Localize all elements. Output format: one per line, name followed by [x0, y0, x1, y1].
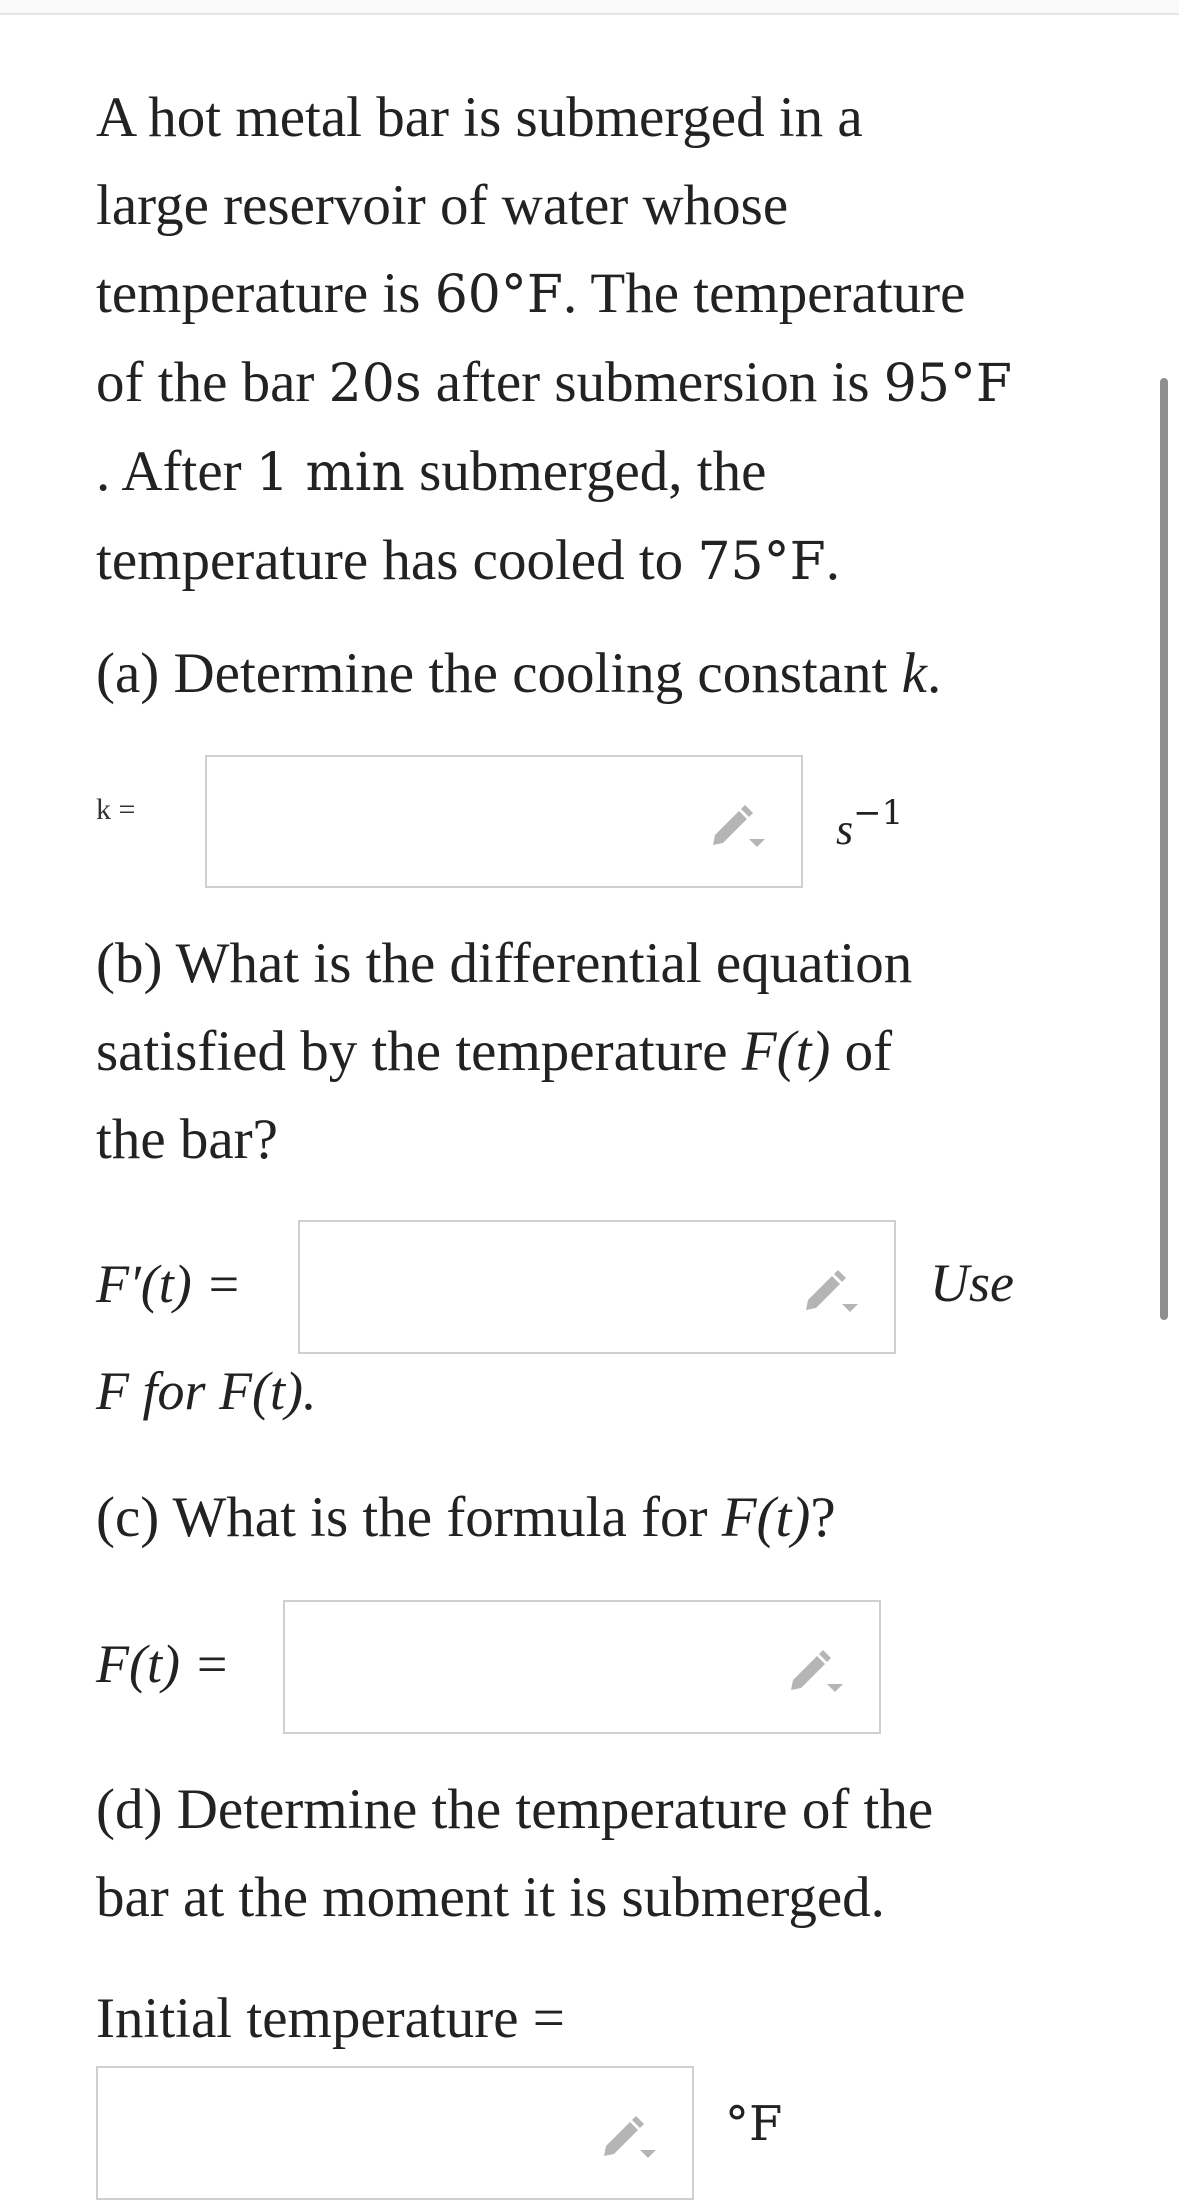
part-c-question: (c) What is the formula for F(t)? [96, 1486, 836, 1549]
part-d-question: (d) Determine the temperature of the bar at the moment it is submerged. [96, 1778, 934, 1929]
part-d-answer-input[interactable] [96, 2066, 694, 2200]
top-bar [0, 0, 1179, 15]
part-a-unit: $s^{-1}$ [836, 793, 904, 854]
pencil-dropdown-icon[interactable] [600, 2110, 658, 2160]
temp-95: 95°F [883, 354, 1012, 414]
scrollbar[interactable] [1160, 378, 1168, 1320]
part-b-hint-end: F for F(t). [96, 1361, 317, 1421]
temp-75: 75°F [697, 532, 826, 592]
part-a-label: k = [96, 793, 136, 826]
part-c-answer-input[interactable] [283, 1600, 881, 1734]
time-20s: 20s [328, 354, 422, 414]
part-b-label: F′(t) = [96, 1254, 242, 1314]
pencil-dropdown-icon[interactable] [709, 799, 767, 849]
part-a-answer-input[interactable] [205, 755, 803, 888]
time-1min: 1 min [255, 443, 405, 503]
water-temp: 60°F [434, 265, 563, 325]
pencil-dropdown-icon[interactable] [802, 1264, 860, 1314]
part-b-question: (b) What is the differential equation satisfied by the temperature F(t) of the bar? [96, 932, 913, 1171]
part-b-answer-input[interactable] [298, 1220, 896, 1354]
problem-text: A hot metal bar is submerged in a large reservoir of water whose temperature is 60°F. The temperature of the bar 20s after submersion is 95°F . After 1 min submerged, the temperature has cooled to 75°F. [96, 86, 1012, 592]
part-c-label: F(t) = [96, 1634, 230, 1694]
part-d-unit: °F [725, 2096, 783, 2152]
part-d-label: Initial temperature = [96, 1987, 565, 2050]
part-b-hint-start: Use [930, 1253, 1014, 1313]
pencil-dropdown-icon[interactable] [787, 1644, 845, 1694]
part-a-question: (a) Determine the cooling constant k. [96, 642, 942, 705]
